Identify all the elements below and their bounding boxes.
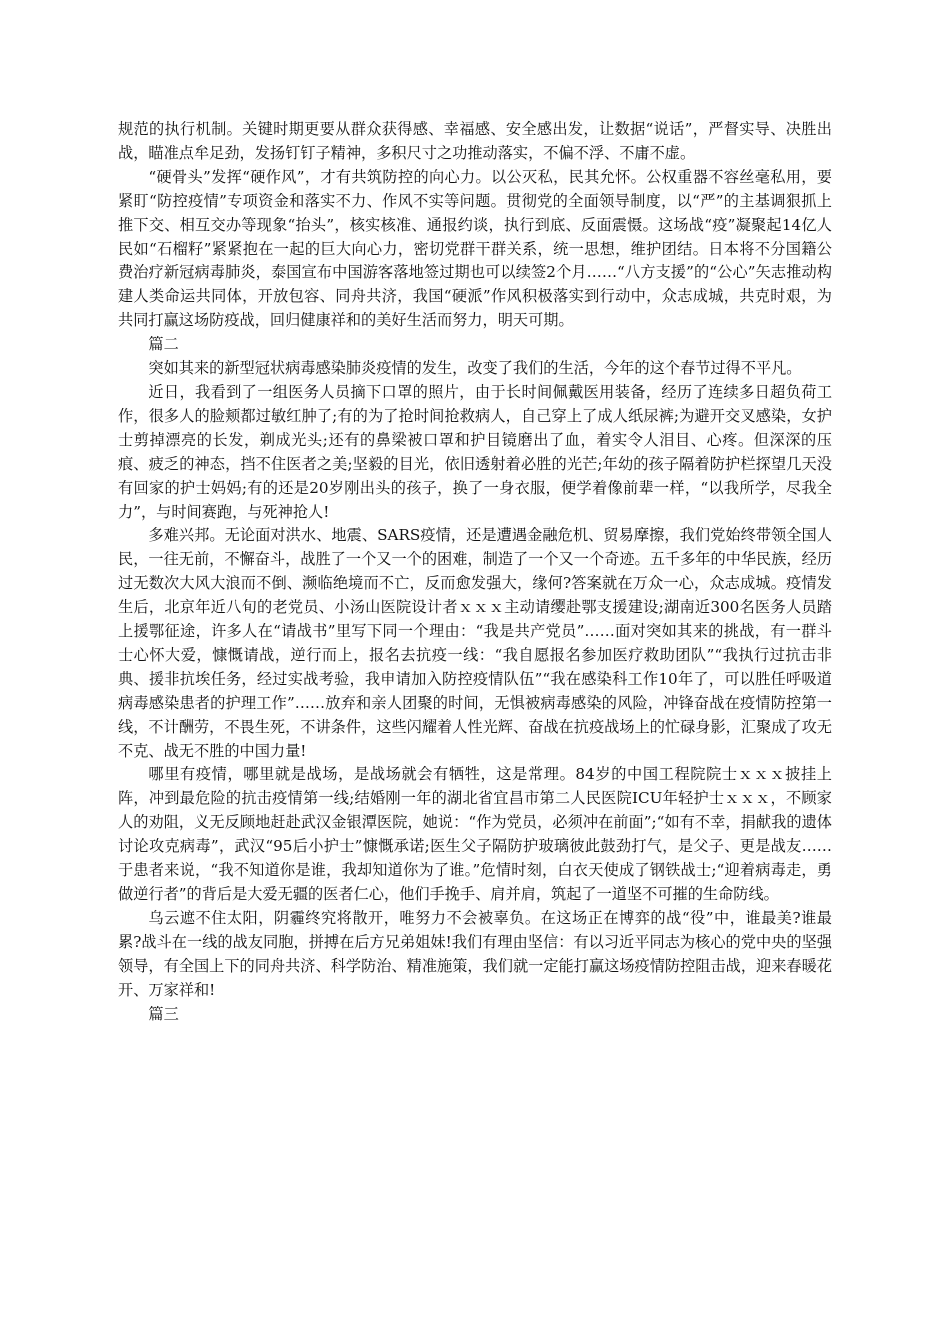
paragraph: 哪里有疫情，哪里就是战场，是战场就会有牺牲，这是常理。84岁的中国工程院院士ｘｘｘ披挂上阵，冲到最危险的抗击疫情第一线;结婚刚一年的湖北省宜昌市第二人民医院ICU年轻护士ｘｘｘ，不顾家人的劝阻，义无反顾地赶赴武汉金银潭医院，她说：“作为党员，必须冲在前面”;“如有不幸，捐献我的遗体讨论攻克病毒”，武汉“95后小护士”慷慨承诺;医生父子隔防护玻璃彼此鼓劲打气，是父子、更是战友……于患者来说，“我不知道你是谁，我却知道你为了谁。”危情时刻，白衣天使成了钢铁战士;“迎着病毒走，勇做逆行者”的背后是大爱无疆的医者仁心，他们手挽手、肩并肩，筑起了一道坚不可摧的生命防线。 — [118, 765, 832, 903]
paragraph: “硬骨头”发挥“硬作风”，才有共筑防控的向心力。以公灭私，民其允怀。公权重器不容丝毫私用，要紧盯“防控疫情”专项资金和落实不力、作风不实等问题。贯彻党的全面领导制度，以“严”的主基调狠抓上推下交、相互交办等现象“抬头”，核实核准、通报约谈，执行到底、反面震慑。这场战“疫”凝聚起14亿人民如“石榴籽”紧紧抱在一起的巨大向心力，密切党群干群关系，统一思想，维护团结。日本将不分国籍公费治疗新冠病毒肺炎，泰国宣布中国游客落地签过期也可以续签2个月……“八方支援”的“公心”矢志推动构建人类命运共同体，开放包容、同舟共济，我国“硬派”作风积极落实到行动中，众志成城，共克时艰，为共同打赢这场防疫战，回归健康祥和的美好生活而努力，明天可期。 — [118, 167, 832, 330]
document-body — [118, 118, 832, 1026]
paragraph: 多难兴邦。无论面对洪水、地震、SARS疫情，还是遭遇金融危机、贸易摩擦，我们党始终带领全国人民，一往无前，不懈奋斗，战胜了一个又一个的困难，制造了一个又一个奇迹。五千多年的中华民族，经历过无数次大风大浪而不倒、濒临绝境而不亡，反而愈发强大，缘何?答案就在万众一心，众志成城。疫情发生后，北京年近八旬的老党员、小汤山医院设计者ｘｘｘ主动请缨赴鄂支援建设;湖南近300名医务人员踏上援鄂征途，许多人在“请战书”里写下同一个理由：“我是共产党员”……面对突如其来的挑战，有一群斗士心怀大爱，慷慨请战，逆行而上，报名去抗疫一线：“我自愿报名参加医疗救助团队”“我执行过抗击非典、援非抗埃任务，经过实战考验，我申请加入防控疫情队伍”“我在感染科工作10年了，可以胜任呼吸道病毒感染患者的护理工作”……放弃和亲人团聚的时间，无惧被病毒感染的风险，冲锋奋战在疫情防控第一线，不计酬劳，不畏生死，不讲条件，这些闪耀着人性光辉、奋战在抗疫战场上的忙碌身影，汇聚成了攻无不克、战无不胜的中国力量! — [118, 526, 832, 760]
paragraph: 近日，我看到了一组医务人员摘下口罩的照片，由于长时间佩戴医用装备，经历了连续多日超负荷工作，很多人的脸颊都过敏红肿了;有的为了抢时间抢救病人，自己穿上了成人纸尿裤;为避开交叉感染，女护士剪掉漂亮的长发，剃成光头;还有的鼻梁被口罩和护目镜磨出了血，着实令人泪目、心疼。但深深的压痕、疲乏的神态，挡不住医者之美;坚毅的目光，依旧透射着必胜的光芒;年幼的孩子隔着防护栏探望几天没有回家的护士妈妈;有的还是20岁刚出头的孩子，换了一身衣服，便学着像前辈一样，“以我所学，尽我全力”，与时间赛跑，与死神抢人! — [118, 382, 832, 521]
section-heading-2: 篇二 — [148, 335, 179, 354]
section-heading-3: 篇三 — [148, 1004, 179, 1023]
paragraph-continued: 规范的执行机制。关键时期更要从群众获得感、幸福感、安全感出发，让数据“说话”，严督实导、决胜出战，瞄准点牟足劲，发扬钉钉子精神，多积尺寸之功推动落实，不偏不浮、不庸不虚。 — [118, 120, 832, 162]
paragraph: 乌云遮不住太阳，阴霾终究将散开，唯努力不会被辜负。在这场正在博弈的战“役”中，谁最美?谁最累?战斗在一线的战友同胞，拼搏在后方兄弟姐妹!我们有理由坚信：有以习近平同志为核心的党中央的坚强领导，有全国上下的同舟共济、科学防治、精准施策，我们就一定能打赢这场疫情防控阻击战，迎来春暖花开、万家祥和! — [118, 908, 832, 999]
paragraph: 突如其来的新型冠状病毒感染肺炎疫情的发生，改变了我们的生活，今年的这个春节过得不平凡。 — [148, 359, 802, 378]
